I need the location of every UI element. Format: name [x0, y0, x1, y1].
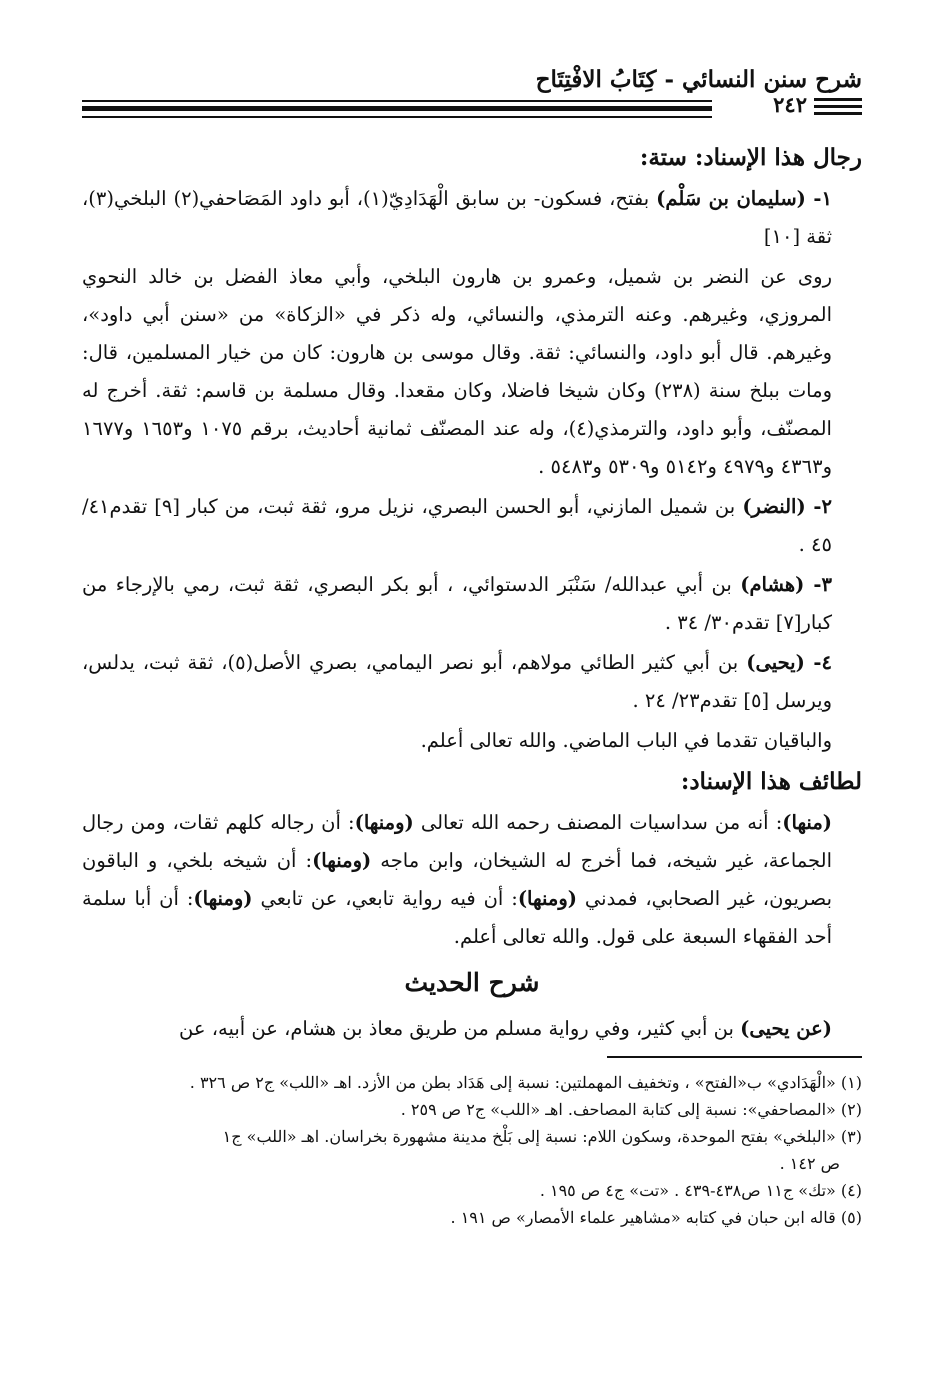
narrator-2: [82, 488, 862, 564]
narrator-4: [82, 644, 862, 720]
narrator-3: [82, 566, 862, 642]
footnotes: [82, 1070, 862, 1230]
footnote-3-continuation: ص ١٤٢ .: [779, 1154, 840, 1173]
subtlety-marker: (ومنها): [193, 887, 253, 910]
page-header: [82, 58, 862, 128]
narrator-1: [82, 180, 862, 256]
subtlety-text: : أن فيه رواية تابعي، عن تابعي: [260, 887, 518, 910]
section-heading-subtleties: لطائف هذا الإسناد:: [680, 768, 862, 795]
footnote-3: (٣) «البلخي» بفتح الموحدة، وسكون اللام: نسبة إلى بَلْخ مدينة مشهورة بخراسان. اهـ «اللب» ج١: [222, 1127, 862, 1146]
narrator-4-name: ٤- (يحيى): [746, 651, 832, 674]
subtlety-marker: (منها): [782, 811, 832, 834]
subtlety-text: : أن أبا سلمة أحد الفقهاء السبعة على قول. والله تعالى أعلم.: [82, 887, 832, 948]
remaining-narrators: والباقيان تقدما في الباب الماضي. والله تعالى أعلم.: [420, 729, 832, 752]
header-rule: [82, 100, 712, 102]
narrator-2-text: بن شميل المازني، أبو الحسن البصري، نزيل مرو، ثقة ثبت، من كبار [٩] تقدم٤١/ ٤٥ .: [82, 495, 832, 556]
subtlety-marker: (ومنها): [312, 849, 372, 872]
footnote-separator: [607, 1056, 862, 1058]
commentary-marker: (عن يحيى): [740, 1017, 832, 1040]
header-rule-thick: [82, 106, 712, 111]
narrator-3-name: ٣- (هشام): [740, 573, 832, 596]
subtleties-paragraph: [82, 804, 862, 956]
running-title: شرح سنن النسائي - كِتَابُ الافْتِتَاح: [535, 66, 862, 93]
narrator-1-text: بفتح، فسكون- بن سابق الْهَدَادِيّ(١)، أبو داود المَصَاحفي(٢) البلخي(٣)، ثقة [١٠]: [82, 187, 832, 248]
footnote-1: (١) «الْهَدَادي» ب«الفتح» ، وتخفيف المهملتين: نسبة إلى هَدَاد بطن من الأزد. اهـ «اللب» ج٢ ص ٣٢٦ .: [189, 1073, 862, 1092]
page-number-ornament: [814, 98, 862, 119]
commentary-text: بن أبي كثير، وفي رواية مسلم من طريق معاذ بن هشام، عن أبيه، عن: [179, 1017, 734, 1040]
footnote-5: (٥) قاله ابن حبان في كتابه «مشاهير علماء الأمصار» ص ١٩١ .: [450, 1208, 862, 1227]
subtlety-text: : أن رجاله كلهم ثقات، ومن رجال الجماعة، غير شيخه، فما أخرج له الشيخان، وابن ماجه: [82, 811, 833, 872]
subtlety-text: : أنه من سداسيات المصنف رحمه الله تعالى: [420, 811, 783, 834]
narrator-3-text: بن أبي عبدالله/ سَنْبَر الدستوائي، ، أبو بكر البصري، ثقة ثبت، رمي بالإرجاء من كبار[٧] تقدم٣٠/ ٣٤ .: [82, 573, 832, 634]
narrator-1-bio: روى عن النضر بن شميل، وعمرو بن هارون البلخي، وأبي معاذ الفضل بن خالد النحوي المروزي، وغيرهم. وعنه الترمذي، والنسائي، وله ذكر في «الزكاة» من «سنن أبي داود»، وغيرهم. قال أبو داود، والنسائي: ثقة. وقال موسى بن هارون: كان من خيار المسلمين، قال: ومات ببلخ سنة (٢٣٨) وكان شيخا فاضلا، وكان مقعدا. وقال مسلمة بن قاسم: ثقة. أخرج له المصنّف، وأبو داود، والترمذي(٤)، وله عند المصنّف ثمانية أحاديث، برقم ١٠٧٥ و١٦٥٣ و١٦٧٧ و٤٣٦٣ و٤٩٧٩ و٥١٤٢ و٥٣٠٩ و٥٤٨٣ .: [82, 265, 832, 478]
footnote-4: (٤) «تك» ج١١ ص٤٣٨-٤٣٩ . «تت» ج٤ ص ١٩٥ .: [539, 1181, 862, 1200]
narrator-1-name: ١- (سليمان بن سَلْم): [656, 187, 832, 210]
page-number: ٢٤٢: [773, 92, 807, 117]
commentary-paragraph: [82, 1010, 862, 1048]
page-body: [82, 138, 862, 1232]
subtlety-marker: (ومنها): [517, 887, 577, 910]
subtlety-marker: (ومنها): [354, 811, 414, 834]
header-rule-bottom: [82, 116, 712, 118]
narrator-2-name: ٢- (النضر): [742, 495, 832, 518]
section-heading-narrators: رجال هذا الإسناد: ستة:: [639, 144, 862, 171]
section-heading-commentary: شرح الحديث: [404, 968, 540, 997]
subtlety-text: : أن شيخه بلخي، و الباقون بصريون، غير الصحابي، فمدني: [82, 849, 833, 910]
footnote-2: (٢) «المصاحفي»: نسبة إلى كتابة المصاحف. اهـ «اللب» ج٢ ص ٢٥٩ .: [400, 1100, 862, 1119]
narrator-4-text: بن أبي كثير الطائي مولاهم، أبو نصر اليمامي، بصري الأصل(٥)، ثقة ثبت، يدلس، ويرسل [٥] تقدم٢٣/ ٢٤ .: [82, 651, 832, 712]
